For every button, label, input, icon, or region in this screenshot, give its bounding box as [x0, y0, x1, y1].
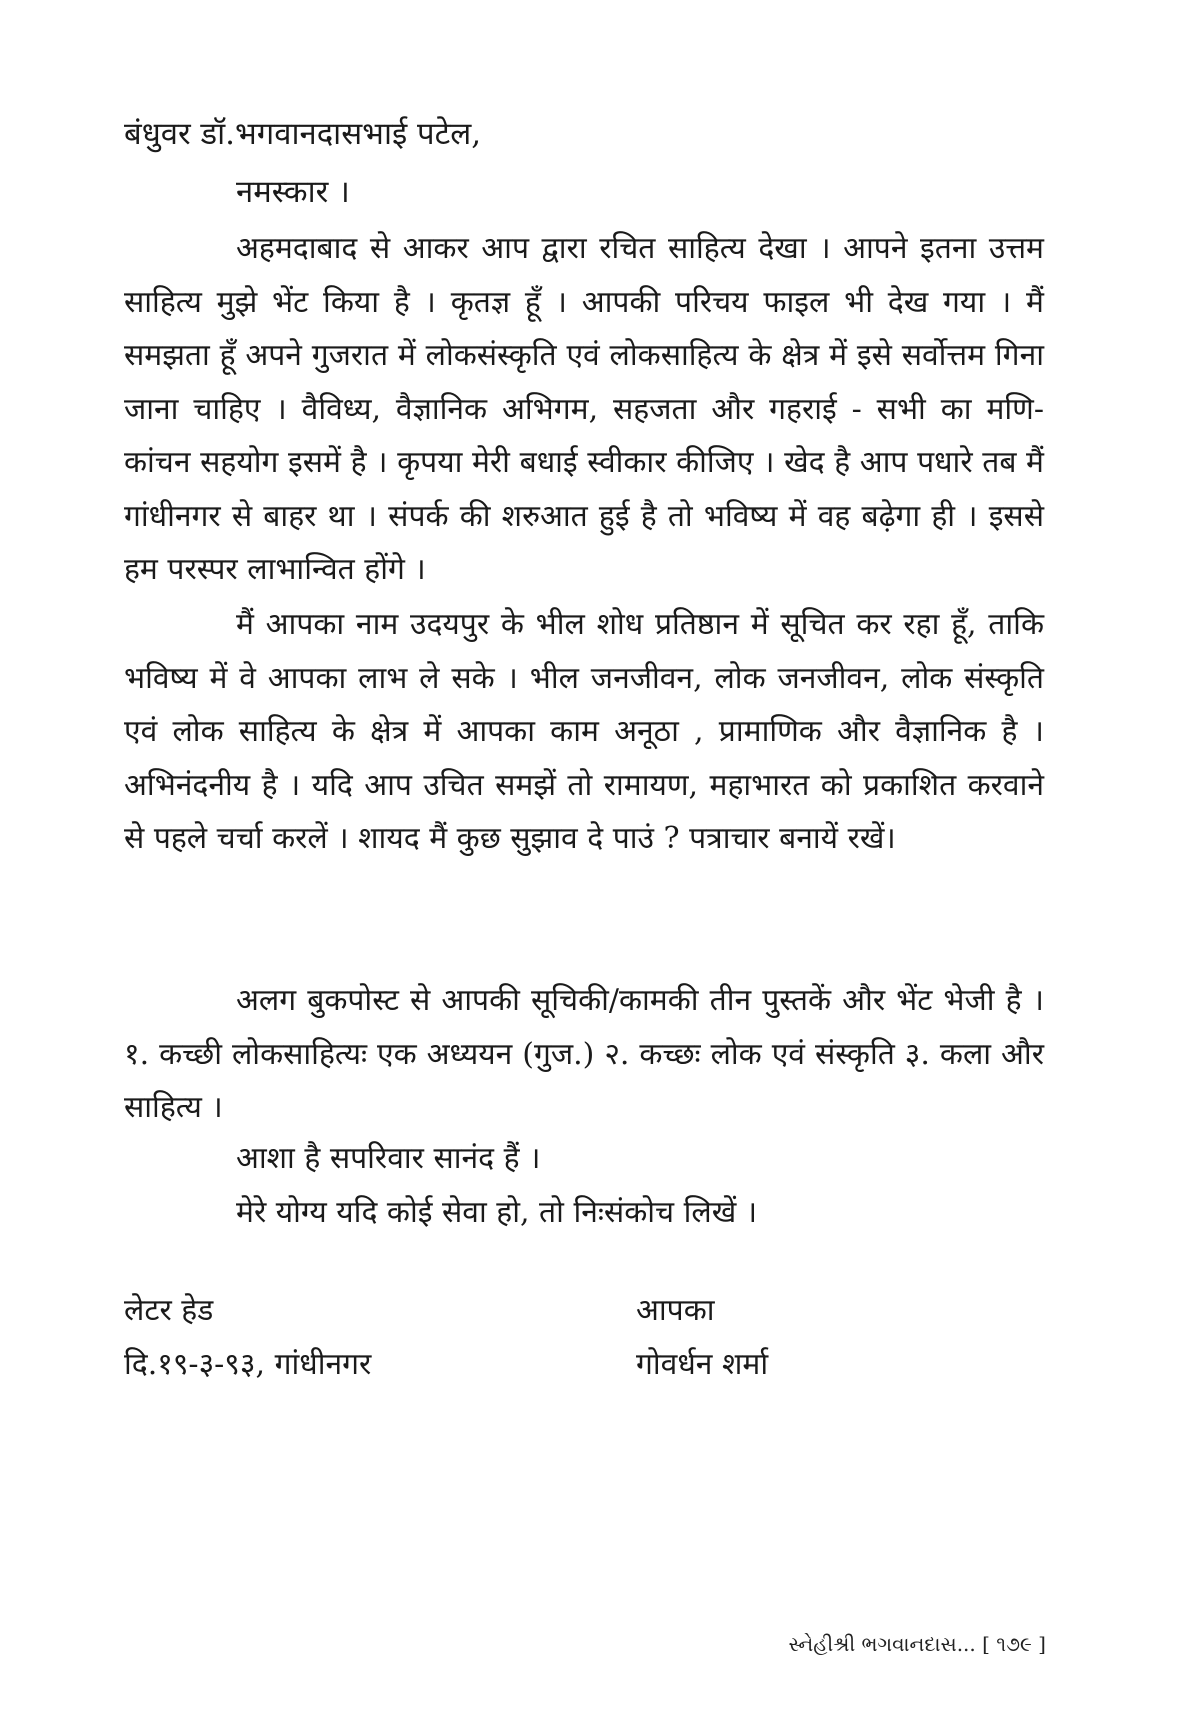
page-footer: સ્નેહીશ્રી ભગવાનદાસ... [ ૧૭૯ ]: [788, 1632, 1046, 1656]
date-place: दि.१९-३-९३, गांधीनगर: [124, 1347, 372, 1382]
paragraph-2: मैं आपका नाम उदयपुर के भील शोध प्रतिष्ठान में सूचित कर रहा हूँ, ताकि भविष्य में वे आपका लाभ ले सके । भील जनजीवन, लोक जनजीवन, लोक संस्कृति एवं लोक साहित्य के क्षेत्र में आपका काम अनूठा , प्रामाणिक और वैज्ञानिक है । अभिनंदनीय है । यदि आप उचित समझें तो रामायण, महाभारत को प्रकाशित करवाने से पहले चर्चा करलें । शायद मैं कुछ सुझाव दे पाउं ? पत्राचार बनायें रखें।: [124, 607, 1044, 856]
valediction: आपका: [636, 1293, 715, 1328]
greeting: नमस्कार ।: [236, 174, 350, 210]
letterhead-note: लेटर हेड: [124, 1293, 214, 1328]
paragraph-1: अहमदाबाद से आकर आप द्वारा रचित साहित्य देखा । आपने इतना उत्तम साहित्य मुझे भेंट किया है । कृतज्ञ हूँ । आपकी परिचय फाइल भी देख गया । मैं समझता हूँ अपने गुजरात में लोकसंस्कृति एवं लोकसाहित्य के क्षेत्र में इसे सर्वोत्तम गिना जाना चाहिए । वैविध्य, वैज्ञानिक अभिगम, सहजता और गहराई - सभी का मणि-कांचन सहयोग इसमें है । कृपया मेरी बधाई स्वीकार कीजिए । खेद है आप पधारे तब मैं गांधीनगर से बाहर था । संपर्क की शरुआत हुई है तो भविष्य में वह बढ़ेगा ही । इससे हम परस्पर लाभान्वित होंगे ।: [124, 231, 1044, 587]
salutation: बंधुवर डॉ.भगवानदासभाई पटेल,: [124, 116, 482, 152]
paragraph-3: अलग बुकपोस्ट से आपकी सूचिकी/कामकी तीन पुस्तकें और भेंट भेजी है । १. कच्छी लोकसाहित्यः एक अध्ययन (गुज.) २. कच्छः लोक एवं संस्कृति ३. कला और साहित्य ।: [124, 983, 1044, 1125]
signatory-name: गोवर्धन शर्मा: [636, 1347, 769, 1382]
closing-line-wishes: आशा है सपरिवार सानंद हैं ।: [236, 1141, 541, 1176]
closing-line-service: मेरे योग्य यदि कोई सेवा हो, तो निःसंकोच लिखें ।: [236, 1195, 758, 1230]
